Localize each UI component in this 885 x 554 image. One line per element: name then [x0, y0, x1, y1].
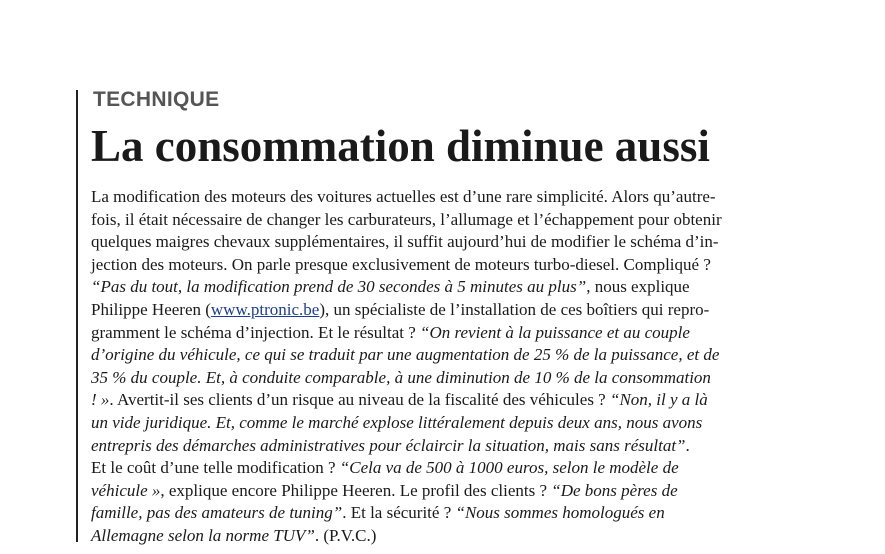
quote-text: Allemagne selon la norme TUV”	[91, 525, 315, 545]
body-line	[91, 480, 811, 503]
body-line	[91, 435, 811, 458]
quote-text: “Nous sommes homologués en	[455, 503, 665, 523]
quote-text: “Pas du tout, la modification prend de 30 secondes à 5 minutes au plus”	[91, 277, 587, 297]
body-text: . Avertit-il ses clients d’un risque au niveau de la fiscalité des véhicules ?	[109, 390, 610, 410]
body-text: jection des moteurs. On parle presque exclusivement de moteurs turbo-diesel. Compliqué ?	[91, 254, 711, 274]
section-label: TECHNIQUE	[93, 88, 220, 111]
body-line	[91, 412, 811, 435]
body-line	[91, 209, 811, 232]
body-line	[91, 525, 811, 548]
body-text: . Et la sécurité ?	[342, 503, 456, 523]
quote-text: ! »	[91, 390, 110, 410]
body-text: .	[685, 435, 690, 455]
quote-text: “De bons pères de	[551, 480, 678, 500]
body-text: ), un spécialiste de l’installation de ces boîtiers qui repro-	[319, 299, 710, 319]
quote-text: “Cela va de 500 à 1000 euros, selon le modèle de	[339, 458, 679, 478]
body-text: Et le coût d’une telle modification ?	[91, 458, 340, 478]
body-line	[91, 186, 811, 209]
body-line	[91, 502, 811, 525]
body-line	[91, 276, 811, 299]
quote-text: un vide juridique. Et, comme le marché explose littéralement depuis deux ans, nous avons	[91, 412, 703, 432]
quote-text: véhicule »	[91, 480, 161, 500]
website-link[interactable]: www.ptronic.be	[210, 299, 320, 319]
body-line	[91, 344, 811, 367]
body-line	[91, 299, 811, 322]
body-line	[91, 231, 811, 254]
body-text: , nous explique	[586, 277, 690, 297]
quote-text: entrepris des démarches administratives pour éclaircir la situation, mais sans résultat”	[91, 435, 686, 455]
body-text: , explique encore Philippe Heeren. Le profil des clients ?	[160, 480, 552, 500]
body-text: fois, il était nécessaire de changer les carburateurs, l’allumage et l’échappement pour obtenir	[91, 209, 722, 229]
column-rule	[76, 90, 78, 542]
article-body	[91, 186, 811, 548]
body-text: gramment le schéma d’injection. Et le résultat ?	[91, 322, 421, 342]
body-text: quelques maigres chevaux supplémentaires, il suffit aujourd’hui de modifier le schéma d’in-	[91, 232, 719, 252]
body-line	[91, 457, 811, 480]
body-line	[91, 254, 811, 277]
quote-text: “Non, il y a là	[609, 390, 708, 410]
body-text: Philippe Heeren (	[91, 299, 211, 319]
article-headline: La consommation diminue aussi	[91, 121, 710, 171]
body-text: La modification des moteurs des voitures actuelles est d’une rare simplicité. Alors qu’autre-	[91, 187, 716, 206]
body-line	[91, 322, 811, 345]
quote-text: famille, pas des amateurs de tuning”	[91, 503, 343, 523]
body-line	[91, 367, 811, 390]
quote-text: “On revient à la puissance et au couple	[420, 322, 690, 342]
body-line	[91, 389, 811, 412]
quote-text: d’origine du véhicule, ce qui se traduit par une augmentation de 25 % de la puissance, et de	[91, 345, 720, 365]
body-text: . (P.V.C.)	[314, 525, 377, 545]
quote-text: 35 % du couple. Et, à conduite comparable, à une diminution de 10 % de la consommation	[91, 367, 711, 387]
